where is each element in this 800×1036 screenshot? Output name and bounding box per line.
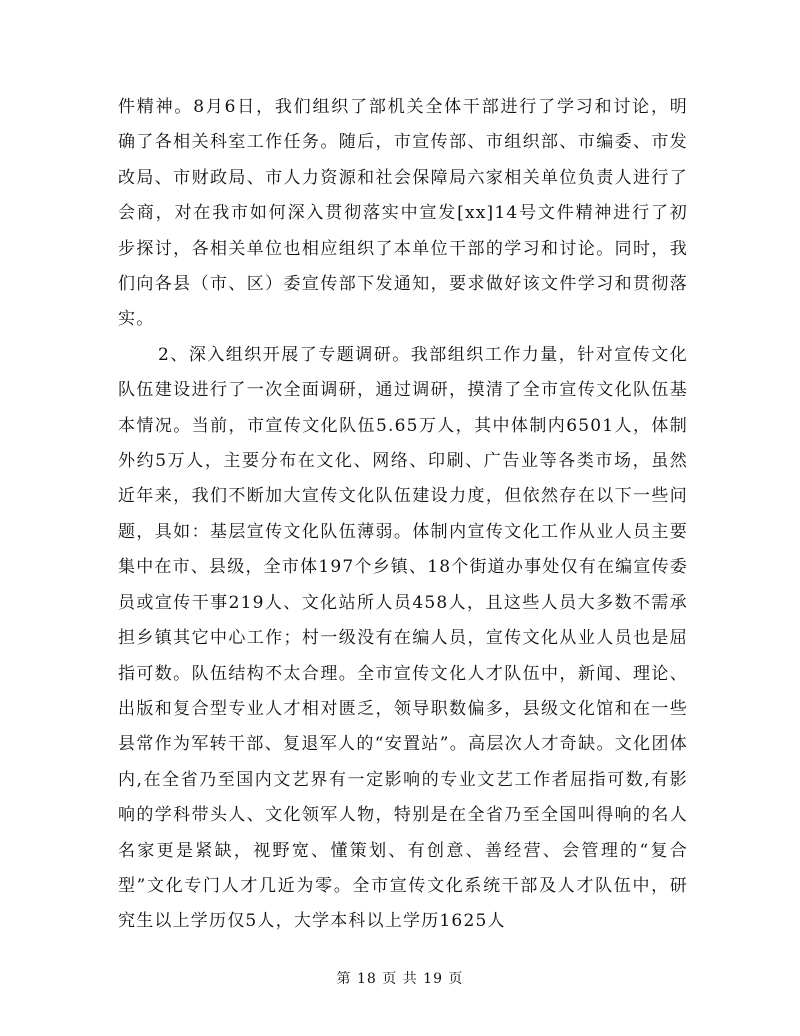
- paragraph-special-research: 2、深入组织开展了专题调研。我部组织工作力量，针对宣传文化队伍建设进行了一次全面调研，通过调研，摸清了全市宣传文化队伍基本情况。当前，市宣传文化队伍5.65万人，其中体制内6501人，体制外约5万人，主要分布在文化、网络、印刷、广告业等各类市场，虽然近年来，我们不断加大宣传文化队伍建设力度，但依然存在以下一些问题，具如：基层宣传文化队伍薄弱。体制内宣传文化工作从业人员主要集中在市、县级，全市体197个乡镇、18个街道办事处仅有在编宣传委员或宣传干事219人、文化站所人员458人，且这些人员大多数不需承担乡镇其它中心工作；村一级没有在编人员，宣传文化从业人员也是屈指可数。队伍结构不太合理。全市宣传文化人才队伍中，新闻、理论、出版和复合型专业人才相对匮乏，领导职数偏多，县级文化馆和在一些县常作为军转干部、复退军人的“安置站”。高层次人才奇缺。文化团体内,在全省乃至国内文艺界有一定影响的专业文艺工作者屈指可数,有影响的学科带头人、文化领军人物，特别是在全省乃至全国叫得响的名人名家更是紧缺，视野宽、懂策划、有创意、善经营、会管理的“复合型”文化专门人才几近为零。全市宣传文化系统干部及人才队伍中，研究生以上学历仅5人，大学本科以上学历1625人: [118, 344, 688, 932]
- page-footer: [0, 968, 800, 988]
- document-body: [118, 90, 688, 940]
- paragraph-continuation: 件精神。8月6日，我们组织了部机关全体干部进行了学习和讨论，明确了各相关科室工作任务。随后，市宣传部、市组织部、市编委、市发改局、市财政局、市人力资源和社会保障局六家相关单位负责人进行了会商，对在我市如何深入贯彻落实中宣发[xx]14号文件精神进行了初步探讨，各相关单位也相应组织了本单位干部的学习和讨论。同时，我们向各县（市、区）委宣传部下发通知，要求做好该文件学习和贯彻落实。: [118, 97, 688, 330]
- page-number-label: 第 18 页 共 19 页: [336, 971, 464, 987]
